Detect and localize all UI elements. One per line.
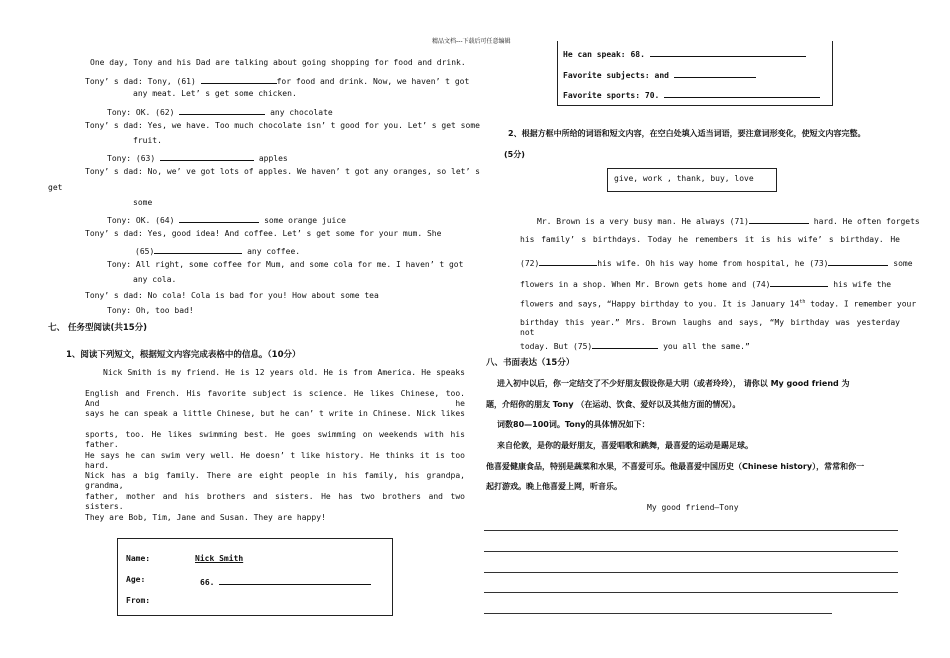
section-7-title: 七、 任务型阅读(共15分): [48, 323, 148, 333]
blank-75[interactable]: [592, 339, 658, 349]
writing-prompt-line: 题，介绍你的朋友 Tony （在运动、饮食、爱好以及其他方面的情况）。: [486, 400, 741, 409]
section-8-title: 八、书面表达（15分）: [486, 358, 575, 368]
blank-74[interactable]: [770, 277, 828, 287]
answer-line[interactable]: [484, 572, 898, 573]
header-note: 精品文档---下载后可任意编辑: [432, 38, 511, 45]
blank-65[interactable]: [154, 244, 242, 254]
writing-prompt-line: 他喜爱健康食品，特别是蔬菜和水果，不喜爱可乐。他最喜爱中国历史（Chinese history），常常和你一: [486, 462, 865, 471]
cloze-line: flowers and says, “Happy birthday to you. It is January 14th today. I remember your: [520, 299, 917, 309]
passage-line: father, mother and his brothers and sisters. He has two brothers and two sisters.: [85, 492, 465, 511]
cloze-line: flowers in a shop. When Mr. Brown gets home and (74) his wife the: [520, 277, 891, 290]
blank-72[interactable]: [539, 256, 597, 266]
answer-line[interactable]: [484, 551, 898, 552]
answer-line[interactable]: [484, 530, 898, 531]
blank-61[interactable]: [201, 74, 277, 84]
answer-line[interactable]: [484, 613, 832, 614]
passage-line: He says he can swim very well. He doesn’ t like history. He thinks it is too hard.: [85, 451, 465, 470]
subjects-field: Favorite subjects: and: [563, 68, 756, 81]
age-label: Age:: [126, 575, 146, 584]
dialogue-intro: One day, Tony and his Dad are talking about going shopping for food and drink.: [90, 58, 466, 67]
dialogue-line: some: [133, 198, 153, 207]
blank-62[interactable]: [179, 105, 265, 115]
dialogue-line: Tony’ s dad: Tony, (61) for food and drink. Now, we haven’ t got: [85, 74, 469, 87]
dialogue-line: (65) any coffee.: [135, 244, 300, 257]
word-bank: give, work , thank, buy, love: [614, 174, 754, 183]
blank-66[interactable]: [219, 575, 371, 585]
passage-line: Nick has a big family. There are eight people in his family, his grandpa, grandma,: [85, 471, 465, 490]
cloze-line: (72) his wife. Oh his way home from hospital, he (73) some: [520, 256, 913, 269]
name-value: Nick Smith: [195, 554, 244, 563]
passage-line: They are Bob, Tim, Jane and Susan. They are happy!: [85, 513, 326, 522]
sports-field: Favorite sports: 70.: [563, 88, 820, 101]
passage-line: says he can speak a little Chinese, but he can’ t write in Chinese. Nick likes: [85, 409, 465, 418]
blank-70[interactable]: [664, 88, 820, 98]
from-label: From:: [126, 596, 151, 605]
dialogue-line: Tony: OK. (62) any chocolate: [107, 105, 333, 118]
blank-69[interactable]: [674, 68, 756, 78]
question-2-score: (5分): [504, 150, 525, 159]
cloze-line: birthday this year.” Mrs. Brown laughs and says, “My birthday was yesterday not: [520, 318, 900, 337]
writing-prompt-line: 进入初中以后，你一定结交了不少好朋友假设你是大明（或者玲玲）， 请你以 My good friend 为: [497, 379, 850, 388]
blank-68[interactable]: [650, 47, 806, 57]
dialogue-line: any cola.: [133, 275, 177, 284]
dialogue-line: fruit.: [133, 136, 162, 145]
dialogue-line: Tony’ s dad: No, we’ ve got lots of apples. We haven’ t got any oranges, so let’ s: [85, 167, 480, 176]
dialogue-line: Tony: Oh, too bad!: [107, 306, 194, 315]
dialogue-line: Tony: All right, some coffee for Mum, and some cola for me. I haven’ t got: [107, 260, 464, 269]
dialogue-line: any meat. Let’ s get some chicken.: [133, 89, 297, 98]
speak-field: He can speak: 68.: [563, 47, 806, 60]
question-2-title: 2、根据方框中所给的词语和短文内容，在空白处填入适当词语，要注意词形变化，使短文内容完整。: [508, 129, 866, 138]
dialogue-line: Tony: OK. (64) some orange juice: [107, 213, 346, 226]
writing-prompt-line: 词数80—100词。Tony的具体情况如下：: [497, 420, 650, 429]
passage-line: sports, too. He likes swimming best. He goes swimming on weekends with his father.: [85, 430, 465, 449]
cloze-line: Mr. Brown is a very busy man. He always (71) hard. He often forgets: [537, 214, 920, 227]
blank-64[interactable]: [179, 213, 259, 223]
answer-line[interactable]: [484, 592, 898, 593]
passage-line: Nick Smith is my friend. He is 12 years old. He is from America. He speaks: [103, 368, 465, 377]
blank-63[interactable]: [160, 151, 254, 161]
dialogue-line: Tony’ s dad: No cola! Cola is bad for you! How about some tea: [85, 291, 379, 300]
question-1-title: 1、阅读下列短文，根据短文内容完成表格中的信息。（10分）: [66, 350, 301, 360]
name-label: Name:: [126, 554, 151, 563]
writing-prompt-line: 起打游戏。晚上他喜爱上网，听音乐。: [486, 482, 622, 491]
writing-prompt-line: 来自伦敦，是你的最好朋友，喜爱唱歌和跳舞，最喜爱的运动是踢足球。: [497, 441, 753, 450]
cloze-line: his family’ s birthdays. Today he remembers it is his wife’ s birthday. He: [520, 235, 900, 244]
dialogue-line: Tony: (63) apples: [107, 151, 288, 164]
passage-line: English and French. His favorite subject is science. He likes Chinese, too. And he: [85, 389, 465, 408]
dialogue-line: Tony’ s dad: Yes, we have. Too much chocolate isn’ t good for you. Let’ s get some: [85, 121, 480, 130]
cloze-line: today. But (75) you all the same.”: [520, 339, 750, 352]
blank-71[interactable]: [749, 214, 809, 224]
age-field: 66.: [200, 575, 371, 588]
dialogue-line: get: [48, 183, 63, 192]
blank-73[interactable]: [828, 256, 888, 266]
essay-title: My good friend—Tony: [647, 503, 739, 512]
dialogue-line: Tony’ s dad: Yes, good idea! And coffee. Let’ s get some for your mum. She: [85, 229, 442, 238]
